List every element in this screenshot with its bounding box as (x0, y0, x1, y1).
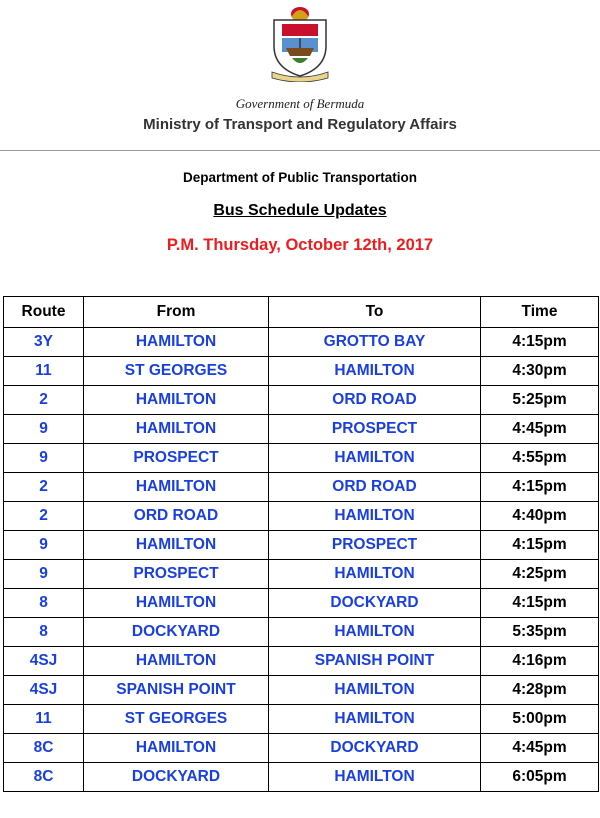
schedule-date: P.M. Thursday, October 12th, 2017 (166, 236, 434, 254)
bus-schedule-table (3, 296, 599, 792)
cell-from: HAMILTON (84, 415, 269, 444)
cell-to: DOCKYARD (269, 734, 481, 763)
cell-time: 4:16pm (481, 647, 599, 676)
cell-time: 4:45pm (481, 415, 599, 444)
cell-from: ST GEORGES (84, 357, 269, 386)
cell-route: 8 (4, 618, 84, 647)
schedule-title: Bus Schedule Updates (213, 202, 387, 219)
cell-route: 4SJ (4, 676, 84, 705)
table-row (4, 415, 599, 444)
cell-to: HAMILTON (269, 618, 481, 647)
cell-from: HAMILTON (84, 589, 269, 618)
cell-time: 4:55pm (481, 444, 599, 473)
column-header-route: Route (4, 297, 84, 328)
cell-from: HAMILTON (84, 386, 269, 415)
table-row (4, 473, 599, 502)
cell-time: 4:45pm (481, 734, 599, 763)
cell-to: SPANISH POINT (269, 647, 481, 676)
cell-route: 8 (4, 589, 84, 618)
cell-to: HAMILTON (269, 560, 481, 589)
cell-to: PROSPECT (269, 531, 481, 560)
cell-route: 4SJ (4, 647, 84, 676)
cell-time: 5:35pm (481, 618, 599, 647)
cell-to: GROTTO BAY (269, 328, 481, 357)
cell-time: 4:30pm (481, 357, 599, 386)
cell-from: DOCKYARD (84, 763, 269, 792)
table-row (4, 763, 599, 792)
cell-from: HAMILTON (84, 647, 269, 676)
ministry-name: Ministry of Transport and Regulatory Affairs (143, 116, 457, 133)
table-row (4, 676, 599, 705)
cell-to: PROSPECT (269, 415, 481, 444)
table-row (4, 618, 599, 647)
table-row (4, 502, 599, 531)
column-header-from: From (84, 297, 269, 328)
cell-to: DOCKYARD (269, 589, 481, 618)
cell-route: 9 (4, 531, 84, 560)
cell-time: 4:15pm (481, 531, 599, 560)
cell-route: 11 (4, 357, 84, 386)
table-row (4, 386, 599, 415)
cell-from: HAMILTON (84, 531, 269, 560)
cell-from: HAMILTON (84, 473, 269, 502)
cell-from: PROSPECT (84, 444, 269, 473)
cell-to: HAMILTON (269, 444, 481, 473)
cell-time: 4:40pm (481, 502, 599, 531)
cell-route: 3Y (4, 328, 84, 357)
department-title: Department of Public Transportation (182, 170, 418, 185)
table-row (4, 531, 599, 560)
cell-time: 4:15pm (481, 589, 599, 618)
cell-route: 8C (4, 763, 84, 792)
cell-to: HAMILTON (269, 357, 481, 386)
cell-from: HAMILTON (84, 328, 269, 357)
government-name: Government of Bermuda (235, 96, 365, 111)
cell-time: 4:15pm (481, 473, 599, 502)
cell-to: ORD ROAD (269, 473, 481, 502)
table-row (4, 734, 599, 763)
cell-route: 8C (4, 734, 84, 763)
table-row (4, 560, 599, 589)
column-header-to: To (269, 297, 481, 328)
cell-from: DOCKYARD (84, 618, 269, 647)
table-row (4, 647, 599, 676)
header-divider (0, 150, 600, 151)
cell-to: HAMILTON (269, 763, 481, 792)
column-header-time: Time (481, 297, 599, 328)
cell-route: 2 (4, 386, 84, 415)
cell-to: HAMILTON (269, 502, 481, 531)
cell-to: HAMILTON (269, 676, 481, 705)
cell-route: 9 (4, 444, 84, 473)
table-row (4, 357, 599, 386)
cell-route: 11 (4, 705, 84, 734)
cell-time: 6:05pm (481, 763, 599, 792)
cell-from: ST GEORGES (84, 705, 269, 734)
bermuda-coat-of-arms-icon (268, 2, 332, 82)
cell-to: HAMILTON (269, 705, 481, 734)
cell-to: ORD ROAD (269, 386, 481, 415)
cell-route: 2 (4, 502, 84, 531)
cell-route: 9 (4, 560, 84, 589)
table-row (4, 328, 599, 357)
cell-time: 4:25pm (481, 560, 599, 589)
cell-time: 4:28pm (481, 676, 599, 705)
cell-time: 5:25pm (481, 386, 599, 415)
cell-from: SPANISH POINT (84, 676, 269, 705)
table-row (4, 589, 599, 618)
cell-route: 9 (4, 415, 84, 444)
cell-route: 2 (4, 473, 84, 502)
table-row (4, 444, 599, 473)
table-row (4, 705, 599, 734)
cell-time: 4:15pm (481, 328, 599, 357)
cell-from: PROSPECT (84, 560, 269, 589)
cell-from: HAMILTON (84, 734, 269, 763)
table-header-row (4, 297, 599, 328)
cell-from: ORD ROAD (84, 502, 269, 531)
cell-time: 5:00pm (481, 705, 599, 734)
